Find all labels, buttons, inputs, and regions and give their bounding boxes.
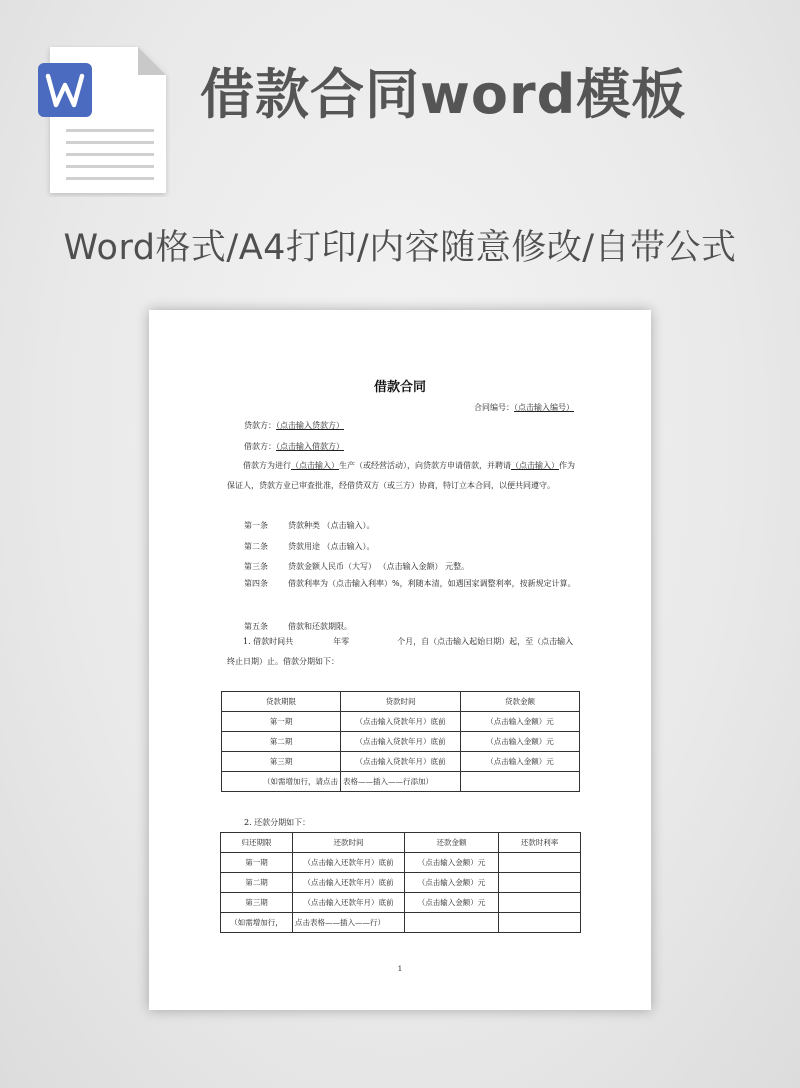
table-cell[interactable] — [499, 913, 581, 933]
clause-1 — [244, 520, 375, 531]
loan-term-text: 1. 借款时间共 年零 个月，自（点击输入起始日期）起，至（点击输入终止日期）止。借款分期如下： — [227, 637, 574, 666]
table-cell[interactable]: 表格——插入——行添加） — [341, 772, 461, 792]
table-cell[interactable]: 第一期 — [222, 712, 341, 732]
table-cell[interactable]: 第二期 — [221, 873, 293, 893]
clause-text: 借款和还款期限。 — [288, 622, 352, 631]
table-cell[interactable]: （点击输入金额）元 — [461, 712, 580, 732]
repayment-schedule-table — [220, 832, 581, 933]
table-cell[interactable]: 第二期 — [222, 732, 341, 752]
page-title: 借款合同word模板 — [200, 63, 687, 126]
table-header-cell: 贷款金额 — [461, 692, 580, 712]
table-header-cell: 还款金额 — [405, 833, 499, 853]
table-cell[interactable]: （点击输入金额）元 — [405, 853, 499, 873]
contract-number-label: 合同编号： — [474, 403, 514, 412]
table-row — [221, 893, 581, 913]
clause-text: 贷款用途 （点击输入）。 — [288, 542, 375, 551]
table-cell[interactable] — [405, 913, 499, 933]
table-cell[interactable]: （点击输入还款年月）底前 — [293, 853, 405, 873]
table-header-cell: 贷款期限 — [222, 692, 341, 712]
clause-text: 贷款金额人民币（大写） （点击输入金额） 元整。 — [288, 562, 470, 571]
clause-number: 第四条 — [244, 579, 268, 588]
table-row — [221, 873, 581, 893]
intro-text-3: 作为保证人，贷款方业已审查批准，经借贷双方（或三方）协商，特订立本合同，以便共同遵守。 — [227, 461, 575, 490]
table-header-cell: 还款时间 — [293, 833, 405, 853]
intro-paragraph — [227, 456, 579, 496]
clause-4 — [227, 574, 579, 594]
table-header-cell: 还款时利率 — [499, 833, 581, 853]
clause-5 — [244, 621, 352, 632]
table-cell[interactable]: （点击输入贷款年月）底前 — [341, 712, 461, 732]
contract-number-field[interactable]: （点击输入编号） — [514, 403, 574, 412]
clause-number: 第一条 — [244, 521, 268, 530]
borrower-label: 借款方： — [244, 442, 276, 451]
table-note-row — [221, 913, 581, 933]
intro-field-2[interactable]: （点击输入） — [511, 461, 559, 470]
intro-text-1: 借款方为进行 — [243, 461, 291, 470]
borrower-line — [244, 441, 344, 452]
table-note-row — [222, 772, 580, 792]
table-cell[interactable]: 第三期 — [221, 893, 293, 913]
clause-3 — [244, 561, 469, 572]
clause-text: 贷款种类 （点击输入）。 — [288, 521, 375, 530]
clause-number: 第二条 — [244, 542, 268, 551]
table-header-cell: 归还期限 — [221, 833, 293, 853]
repayment-heading: 2. 还款分期如下： — [244, 818, 311, 827]
clause-text: 借款利率为（点击输入利率）%，利随本清，如遇国家调整利率，按新规定计算。 — [288, 579, 576, 588]
table-cell[interactable]: 点击表格——插入——行） — [293, 913, 405, 933]
lender-field[interactable]: （点击输入贷款方） — [276, 421, 344, 430]
document-page — [149, 310, 651, 1010]
borrower-field[interactable]: （点击输入借款方） — [276, 442, 344, 451]
table-cell[interactable] — [461, 772, 580, 792]
table-row — [222, 752, 580, 772]
table-cell[interactable] — [499, 893, 581, 913]
table-row — [222, 732, 580, 752]
table-cell[interactable]: （点击输入贷款年月）底前 — [341, 732, 461, 752]
word-file-icon — [38, 45, 170, 197]
intro-text-2: 生产（或经营活动），向贷款方申请借款，并聘请 — [339, 461, 511, 470]
table-cell[interactable]: （点击输入金额）元 — [405, 873, 499, 893]
page-subtitle: Word格式/A4打印/内容随意修改/自带公式 — [63, 228, 737, 268]
table-header-cell: 贷款时间 — [341, 692, 461, 712]
table-cell[interactable]: （点击输入金额）元 — [461, 732, 580, 752]
table-cell[interactable]: （点击输入贷款年月）底前 — [341, 752, 461, 772]
lender-label: 贷款方： — [244, 421, 276, 430]
table-header-row — [222, 692, 580, 712]
intro-field-1[interactable]: （点击输入） — [291, 461, 339, 470]
table-cell[interactable]: 第三期 — [222, 752, 341, 772]
table-row — [222, 712, 580, 732]
table-cell[interactable] — [499, 873, 581, 893]
table-cell[interactable]: （如需增加行，请点击 — [222, 772, 341, 792]
table-cell[interactable]: （点击输入还款年月）底前 — [293, 873, 405, 893]
page-number: 1 — [397, 965, 403, 973]
contract-number — [474, 402, 574, 413]
table-cell[interactable]: （点击输入金额）元 — [405, 893, 499, 913]
clause-2 — [244, 541, 375, 552]
table-cell[interactable]: 第一期 — [221, 853, 293, 873]
lender-line — [244, 420, 344, 431]
table-row — [221, 853, 581, 873]
document-title: 借款合同 — [373, 380, 426, 395]
table-cell[interactable]: （点击输入金额）元 — [461, 752, 580, 772]
table-cell[interactable] — [499, 853, 581, 873]
loan-term-paragraph — [227, 632, 579, 672]
clause-number: 第五条 — [244, 622, 268, 631]
table-header-row — [221, 833, 581, 853]
table-cell[interactable]: （如需增加行， — [221, 913, 293, 933]
clause-number: 第三条 — [244, 562, 268, 571]
loan-schedule-table — [221, 691, 580, 792]
table-cell[interactable]: （点击输入还款年月）底前 — [293, 893, 405, 913]
